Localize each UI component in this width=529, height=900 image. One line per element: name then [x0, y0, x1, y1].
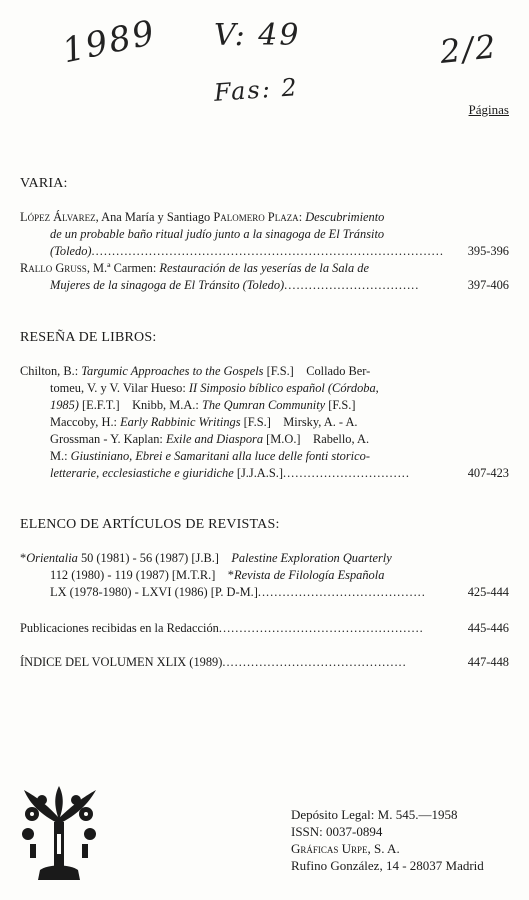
page-range: 407-423 [467, 466, 509, 480]
handwritten-fascicle: Fas: 2 [213, 73, 300, 107]
toc-entry-rallo: Rallo Gruss, M.ª Carmen: Restauración de las yeserías de la Sala de Mujeres de la sinagoga de El Tránsito (Toledo)................................. 397-406 [20, 261, 509, 292]
page-range: 395-396 [467, 244, 509, 258]
page-range: 445-446 [467, 621, 509, 635]
page-range: 447-448 [467, 655, 509, 669]
printer-name: Gráficas Urpe, S. A. [291, 841, 400, 856]
tree-emblem-icon [20, 784, 100, 884]
section-title-elenco: ELENCO DE ARTÍCULOS DE REVISTAS: [20, 517, 280, 532]
printer-address: Rufino González, 14 - 28037 Madrid [291, 858, 484, 873]
section-title-resena: RESEÑA DE LIBROS: [20, 330, 157, 345]
issn: ISSN: 0037-0894 [291, 824, 383, 839]
section-title-varia: VARIA: [20, 176, 68, 191]
indice-text: ÍNDICE DEL VOLUMEN XLIX (1989) [20, 655, 223, 669]
imprint-block [291, 806, 484, 874]
toc-entry-elenco: *Orientalia 50 (1981) - 56 (1987) [J.B.] Palestine Exploration Quarterly 112 (1980) - 119 (1987) [M.T.R.] *Revista de Filología Española LX (1978-1980) - LXVI (1986) [P. D-M.]......................................... 425-444 [20, 551, 509, 599]
page-range: 425-444 [467, 585, 509, 599]
toc-entry-resenas: Chilton, B.: Targumic Approaches to the Gospels [F.S.] Collado Ber- tomeu, V. y V. Vilar Hueso: II Simposio bíblico español (Córdoba, 1985) [E.F.T.] Knibb, M.A.: The Qumran Community [F.S.] Maccoby, H.: Early Rabbinic Writings [F.S.] Mirsky, A. - A. Grossman - Y. Kaplan: Exile and Diaspora [M.O.] Rabello, A. M.: Giustiniano, Ebrei e Samaritani alla luce delle fonti storico- letterarie, ecclesiastiche e giuridiche [J.J.A.S.]............................... 407-423 [20, 364, 509, 480]
toc-entry-publicaciones: Publicaciones recibidas en la Redacción.................................................. 445-446 [20, 621, 509, 635]
handwritten-fraction: 2/2 [438, 27, 500, 71]
deposito-legal: Depósito Legal: M. 545.—1958 [291, 807, 458, 822]
handwritten-year: 1989 [58, 12, 160, 72]
paginas-header: Páginas [468, 102, 509, 117]
toc-entry-indice: ÍNDICE DEL VOLUMEN XLIX (1989)............................................. 447-448 [20, 655, 509, 669]
publicaciones-text: Publicaciones recibidas en la Redacción [20, 621, 219, 635]
handwritten-volume: V: 49 [214, 18, 301, 53]
toc-entry-lopez: López Álvarez, Ana María y Santiago Palomero Plaza: Descubrimiento de un probable baño ritual judío junto a la sinagoga de El Tránsito (Toledo)...................................................................................... 395-396 [20, 210, 509, 258]
page-range: 397-406 [467, 278, 509, 292]
